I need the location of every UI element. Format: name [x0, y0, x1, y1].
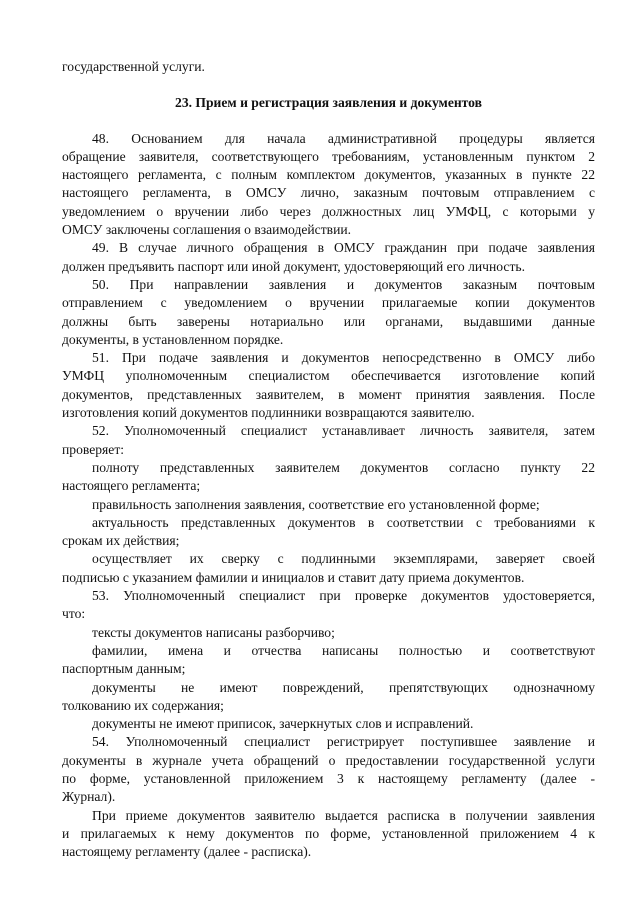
text-line: обращение заявителя, соответствующего требованиям, установленным пунктом 2: [62, 148, 595, 164]
text-line: документов, представленных заявителем, в момент принятия заявления. После: [62, 386, 595, 402]
section-heading: 23. Прием и регистрация заявления и документов: [175, 95, 482, 111]
text-line: что:: [62, 606, 86, 622]
text-line: документы, в установленном порядке.: [62, 331, 284, 347]
text-line: настоящего регламента;: [62, 478, 201, 494]
text-line: настоящему регламенту (далее - расписка).: [62, 844, 312, 860]
text-line: изготовления копий документов подлинники возвращаются заявителю.: [62, 405, 475, 421]
text-line: тексты документов написаны разборчиво;: [92, 624, 335, 640]
top-text: государственной услуги.: [62, 59, 205, 74]
text-line: настоящего регламента, с полным комплектом документов, указанных в пункте 22: [62, 167, 595, 183]
text-line: При приеме документов заявителю выдается расписка в получении заявления: [92, 807, 595, 823]
text-line: документы не имеют повреждений, препятствующих однозначному: [92, 679, 595, 695]
text-line: отправлением с уведомлением о вручении прилагаемые копии документов: [62, 295, 595, 311]
text-line: проверяет:: [62, 441, 125, 457]
text-line: 48. Основанием для начала административной процедуры является: [92, 130, 595, 146]
text-line: полноту представленных заявителем документов согласно пункту 22: [92, 459, 595, 475]
text-line: и прилагаемых к нему документов по форме, установленной приложением 4 к: [62, 825, 595, 841]
text-line: 51. При подаче заявления и документов непосредственно в ОМСУ либо: [92, 350, 595, 366]
text-line: правильность заполнения заявления, соответствие его установленной форме;: [92, 496, 540, 512]
text-line: срокам их действия;: [62, 533, 180, 549]
text-line: паспортным данным;: [62, 661, 186, 677]
text-line: 52. Уполномоченный специалист устанавливает личность заявителя, затем: [92, 423, 595, 439]
text-line: 49. В случае личного обращения в ОМСУ гражданин при подаче заявления: [92, 240, 595, 256]
text-line: актуальность представленных документов в соответствии с требованиями к: [92, 514, 595, 530]
text-line: толкованию их содержания;: [62, 697, 224, 713]
text-line: УМФЦ уполномоченным специалистом обеспечивается изготовление копий: [62, 368, 595, 384]
text-line: должен предъявить паспорт или иной документ, удостоверяющий его личность.: [62, 258, 526, 274]
text-line: документы в журнале учета обращений о предоставлении государственной услуги: [62, 752, 595, 768]
document-body: [62, 130, 595, 862]
text-line: по форме, установленной приложением 3 к настоящему регламенту (далее -: [62, 770, 595, 786]
text-line: должны быть заверены нотариально или органами, выдавшими данные: [62, 313, 595, 329]
text-line: подписью с указанием фамилии и инициалов и ставит дату приема документов.: [62, 569, 525, 585]
text-line: настоящего регламента, в ОМСУ лично, заказным почтовым отправлением с: [62, 185, 595, 201]
text-line: документы не имеют приписок, зачеркнутых слов и исправлений.: [92, 716, 474, 732]
text-line: 53. Уполномоченный специалист при проверке документов удостоверяется,: [92, 588, 595, 604]
document-page: [62, 58, 595, 861]
text-line: ОМСУ заключены соглашения о взаимодействии.: [62, 222, 352, 238]
text-line: 54. Уполномоченный специалист регистрирует поступившее заявление и: [92, 734, 595, 750]
text-line: уведомлением о вручении либо через должностных лиц УМФЦ, с которыми у: [62, 203, 595, 219]
text-line: осуществляет их сверку с подлинными экземплярами, заверяет своей: [92, 551, 595, 567]
text-line: Журнал).: [62, 789, 116, 805]
text-line: фамилии, имена и отчества написаны полностью и соответствуют: [92, 642, 595, 658]
text-line: 50. При направлении заявления и документов заказным почтовым: [92, 276, 595, 292]
